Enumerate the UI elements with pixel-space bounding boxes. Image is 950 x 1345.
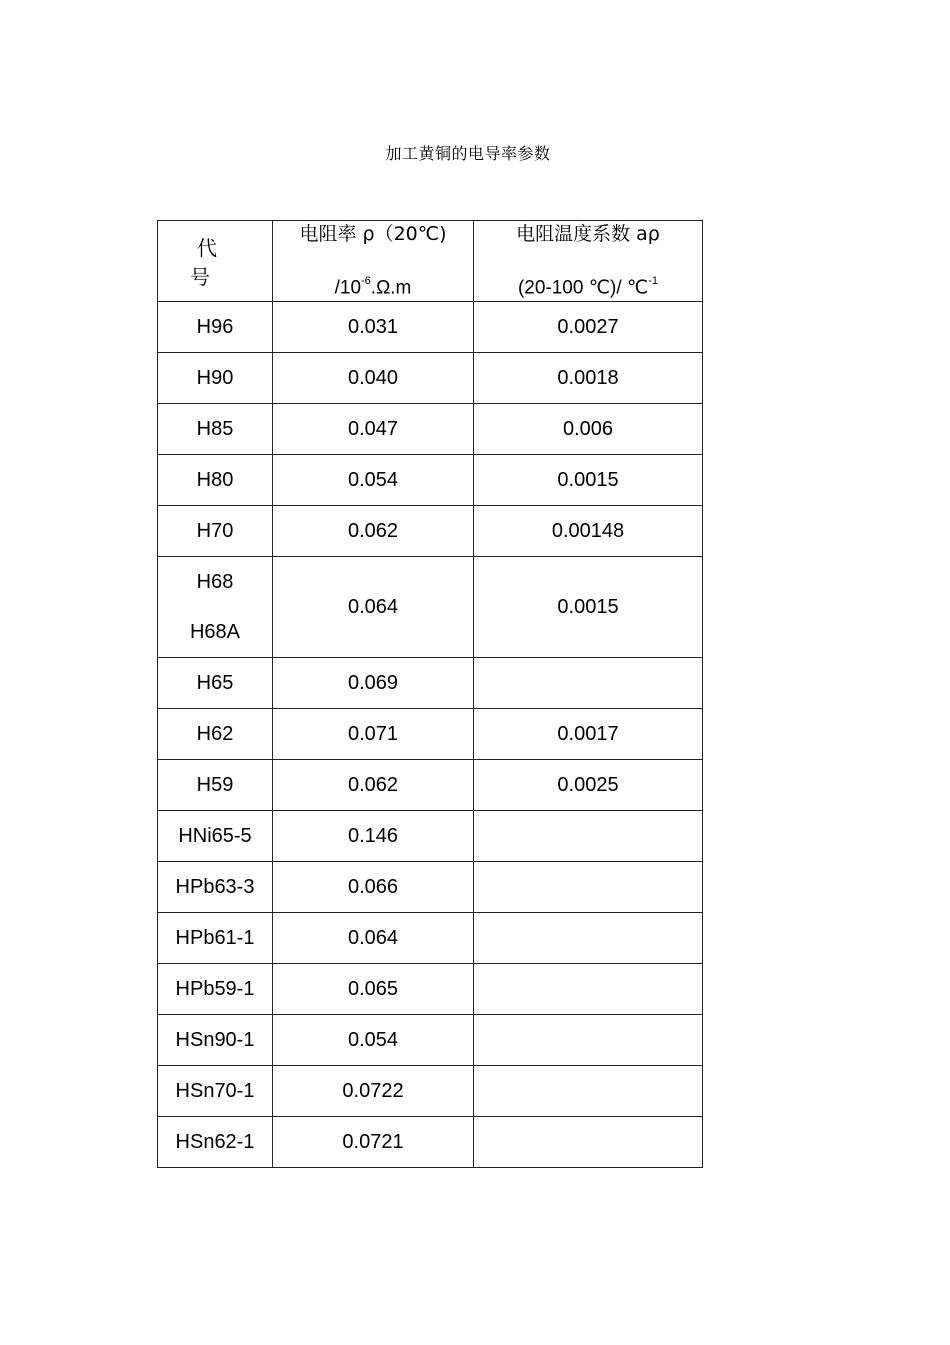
table-row [158, 913, 703, 964]
cell-resistivity: 0.071 [273, 709, 474, 760]
cell-code: H90 [158, 353, 273, 404]
cell-resistivity: 0.047 [273, 404, 474, 455]
cell-resistivity: 0.065 [273, 964, 474, 1015]
table-row [158, 760, 703, 811]
table-row [158, 353, 703, 404]
coef-unit-exponent: -1 [648, 275, 659, 287]
header-coef-unit [474, 270, 702, 301]
unit-suffix: .Ω.m [370, 277, 412, 299]
cell-resistivity: 0.064 [273, 913, 474, 964]
table-row [158, 302, 703, 353]
cell-resistivity: 0.054 [273, 1015, 474, 1066]
cell-code: HPb61-1 [158, 913, 273, 964]
cell-resistivity: 0.0722 [273, 1066, 474, 1117]
page-title: 加工黄铜的电导率参数 [385, 144, 551, 163]
table-row [158, 811, 703, 862]
table-row [158, 709, 703, 760]
cell-code: H80 [158, 455, 273, 506]
table-row [158, 658, 703, 709]
cell-coef: 0.00148 [474, 506, 703, 557]
cell-code: HSn70-1 [158, 1066, 273, 1117]
cell-code: H96 [158, 302, 273, 353]
cell-code: HPb63-3 [158, 862, 273, 913]
cell-coef: 0.0015 [474, 557, 703, 658]
cell-code-line2: H68A [189, 621, 241, 644]
cell-code: H70 [158, 506, 273, 557]
cell-coef [474, 811, 703, 862]
table-row [158, 862, 703, 913]
cell-coef: 0.0018 [474, 353, 703, 404]
header-coef-label: 电阻温度系数 aρ [516, 223, 660, 245]
cell-resistivity: 0.0721 [273, 1117, 474, 1168]
cell-coef [474, 913, 703, 964]
cell-coef [474, 862, 703, 913]
unit-exponent: -6 [361, 275, 371, 287]
cell-code [158, 557, 273, 658]
cell-code: H59 [158, 760, 273, 811]
table-header-row [158, 221, 703, 302]
cell-coef: 0.006 [474, 404, 703, 455]
cell-coef: 0.0025 [474, 760, 703, 811]
cell-resistivity: 0.031 [273, 302, 474, 353]
cell-coef: 0.0017 [474, 709, 703, 760]
cell-code: H85 [158, 404, 273, 455]
cell-resistivity: 0.040 [273, 353, 474, 404]
table-row [158, 506, 703, 557]
table-row [158, 404, 703, 455]
header-resistivity-unit [273, 270, 473, 301]
cell-code: HNi65-5 [158, 811, 273, 862]
cell-code: HPb59-1 [158, 964, 273, 1015]
cell-coef [474, 1015, 703, 1066]
table-row [158, 1015, 703, 1066]
cell-resistivity: 0.062 [273, 760, 474, 811]
table-row [158, 1117, 703, 1168]
cell-code-line1: H68 [196, 571, 234, 594]
cell-code: H65 [158, 658, 273, 709]
unit-base: /10 [334, 277, 362, 299]
table-row [158, 1066, 703, 1117]
cell-coef: 0.0015 [474, 455, 703, 506]
header-code [158, 221, 273, 302]
table-row [158, 964, 703, 1015]
cell-resistivity: 0.054 [273, 455, 474, 506]
cell-coef: 0.0027 [474, 302, 703, 353]
cell-code: H62 [158, 709, 273, 760]
coef-unit-base: (20-100 ℃)/ ℃ [517, 277, 649, 299]
cell-coef [474, 964, 703, 1015]
header-resistivity-label: 电阻率 ρ（20℃) [299, 223, 447, 245]
cell-coef [474, 1117, 703, 1168]
cell-code: HSn90-1 [158, 1015, 273, 1066]
cell-resistivity: 0.066 [273, 862, 474, 913]
header-coef [474, 221, 703, 302]
cell-code: HSn62-1 [158, 1117, 273, 1168]
table-row [158, 557, 703, 658]
cell-resistivity: 0.146 [273, 811, 474, 862]
table-row [158, 455, 703, 506]
cell-coef [474, 1066, 703, 1117]
cell-resistivity: 0.064 [273, 557, 474, 658]
cell-coef [474, 658, 703, 709]
header-resistivity [273, 221, 474, 302]
header-code-label: 代 号 [190, 236, 247, 290]
cell-resistivity: 0.069 [273, 658, 474, 709]
conductivity-table [157, 220, 703, 1168]
cell-resistivity: 0.062 [273, 506, 474, 557]
